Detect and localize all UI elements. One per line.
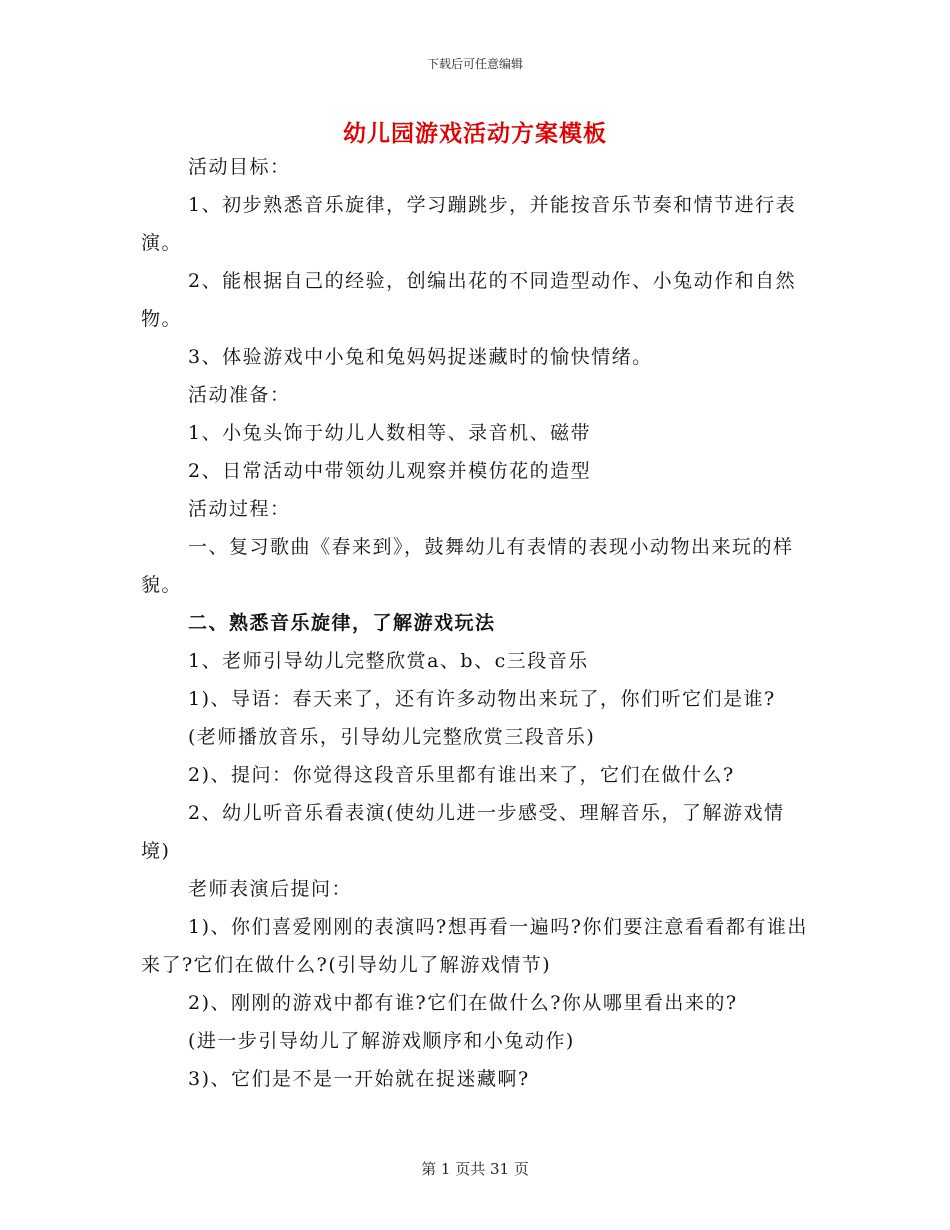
section-heading-preparation: 活动准备：	[188, 384, 291, 406]
paragraph: 3、体验游戏中小兔和兔妈妈捉迷藏时的愉快情绪。	[188, 346, 653, 368]
section-heading-process: 活动过程：	[188, 498, 291, 520]
section-heading-goals: 活动目标：	[188, 156, 291, 178]
paragraph: 1、老师引导幼儿完整欣赏a、b、c三段音乐	[188, 650, 589, 672]
paragraph: 3)、它们是不是一开始就在捉迷藏啊?	[188, 1068, 530, 1090]
paragraph: 老师表演后提问：	[188, 878, 353, 900]
paragraph: 1)、你们喜爱刚刚的表演吗?想再看一遍吗?你们要注意看看都有谁出来了?它们在做什么?(引导幼儿了解游戏情节)	[141, 916, 808, 976]
document-body	[141, 148, 811, 1098]
paragraph: 1、初步熟悉音乐旋律，学习蹦跳步，并能按音乐节奏和情节进行表演。	[141, 194, 797, 254]
page-header: 下载后可任意编辑	[426, 57, 523, 71]
paragraph: 2、幼儿听音乐看表演(使幼儿进一步感受、理解音乐，了解游戏情境)	[141, 802, 785, 862]
paragraph: (老师播放音乐，引导幼儿完整欣赏三段音乐)	[188, 726, 596, 748]
paragraph: 2、日常活动中带领幼儿观察并模仿花的造型	[188, 460, 592, 482]
paragraph: 2)、提问：你觉得这段音乐里都有谁出来了，它们在做什么?	[188, 764, 735, 786]
bold-subheading: 二、熟悉音乐旋律，了解游戏玩法	[188, 612, 496, 634]
paragraph: 1)、导语：春天来了，还有许多动物出来玩了，你们听它们是谁?	[188, 688, 776, 710]
page-footer: 第 1 页共 31 页	[421, 1160, 529, 1178]
document-title: 幼儿园游戏活动方案模板	[343, 120, 607, 147]
paragraph: (进一步引导幼儿了解游戏顺序和小兔动作)	[188, 1030, 575, 1052]
paragraph: 2、能根据自己的经验，创编出花的不同造型动作、小兔动作和自然物。	[141, 270, 797, 330]
paragraph: 1、小兔头饰于幼儿人数相等、录音机、磁带	[188, 422, 592, 444]
paragraph: 2)、刚刚的游戏中都有谁?它们在做什么?你从哪里看出来的?	[188, 992, 738, 1014]
paragraph: 一、复习歌曲《春来到》，鼓舞幼儿有表情的表现小动物出来玩的样貌。	[141, 536, 794, 596]
